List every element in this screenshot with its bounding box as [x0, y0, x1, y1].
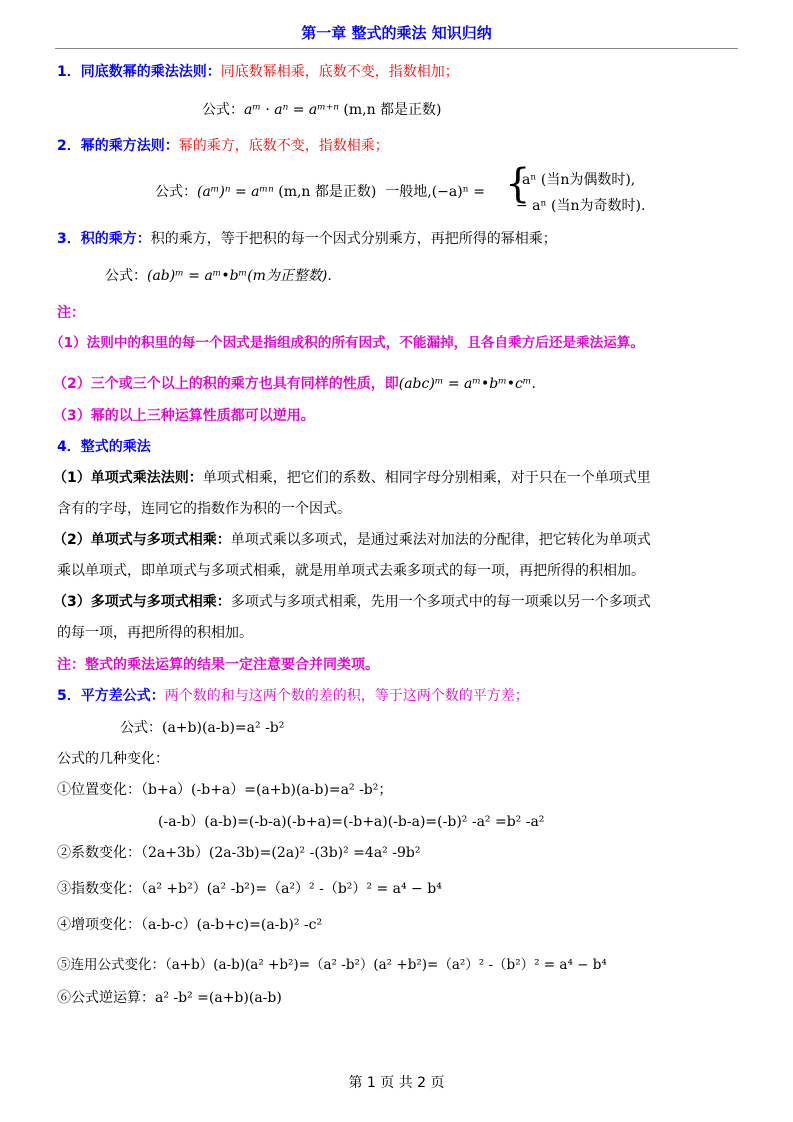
note-2-formula: (abc)ᵐ = aᵐ•bᵐ•cᵐ.	[398, 376, 536, 392]
section-2-general: 一般地,(−a)ⁿ =	[385, 184, 485, 200]
section-2-heading: 2．幂的乘方法则：	[57, 138, 179, 154]
section-4-p3-heading: （3）多项式与多项式相乘：	[53, 594, 231, 610]
section-1-formula: aᵐ · aⁿ = aᵐ⁺ⁿ	[244, 102, 339, 118]
variation-5: ⑤连用公式变化：（a+b）(a-b)(a² +b²)=（a² -b²）(a² +b²)=（a²）² -（b²）² = a⁴ − b⁴	[57, 957, 607, 973]
section-3-formula: (ab)ᵐ = aᵐ•bᵐ(m为正整数).	[147, 268, 332, 284]
variation-4: ④增项变化：（a-b-c）(a-b+c)=(a-b)² -c²	[57, 917, 323, 933]
section-5-formula: (a+b)(a-b)=a² -b²	[162, 720, 285, 736]
page-title: 第一章 整式的乘法 知识归纳	[301, 24, 492, 42]
variations-heading: 公式的几种变化：	[57, 751, 169, 767]
section-1-formula-line	[202, 100, 442, 120]
formula-label: 公式：	[105, 268, 147, 284]
variation-1b: (-a-b）(a-b)=(-b-a)(-b+a)=(-b+a)(-b-a)=(-b)² -a² =b² -a²	[158, 814, 545, 830]
section-2-rule: 幂的乘方，底数不变，指数相乘；	[178, 138, 389, 154]
section-4-p1-text-a: 单项式相乘，把它们的系数、相同字母分别相乘，对于只在一个单项式里	[202, 470, 651, 486]
note-2: （2）三个或三个以上的积的乘方也具有同样的性质，即	[53, 376, 399, 392]
section-1-line	[57, 62, 459, 82]
section-3-line	[57, 229, 557, 249]
formula-label: 公式：	[155, 184, 197, 200]
section-4-p2-text-a: 单项式乘以多项式，是通过乘法对加法的分配律，把它转化为单项式	[230, 532, 651, 548]
section-4-note: 注：整式的乘法运算的结果一定注意要合并同类项。	[57, 657, 379, 673]
section-3-rule: 积的乘方，等于把积的每一个因式分别乘方，再把所得的幂相乘；	[150, 231, 557, 247]
cases-brace: {	[505, 161, 531, 207]
section-4-heading: 4．整式的乘法	[57, 439, 151, 455]
section-4-p1-line1	[53, 468, 651, 488]
section-2-case-even: aⁿ (当n为偶数时),	[522, 172, 636, 188]
note-2-line	[53, 374, 536, 394]
section-2-condition: (m,n 都是正数)	[278, 184, 377, 200]
section-5-heading: 5．平方差公式：	[57, 688, 165, 704]
section-2-formula-line	[155, 182, 485, 202]
section-1-rule: 同底数幂相乘，底数不变，指数相加；	[220, 64, 459, 80]
section-3-formula-line	[105, 266, 332, 286]
section-1-heading: 1．同底数幂的乘法法则：	[57, 64, 221, 80]
section-4-p1-heading: （1）单项式乘法法则：	[53, 470, 203, 486]
variation-6: ⑥公式逆运算：a² -b² =(a+b)(a-b)	[57, 990, 282, 1006]
page-footer: 第 1 页 共 2 页	[348, 1075, 445, 1091]
section-2-line	[57, 136, 389, 156]
title-divider	[55, 48, 738, 49]
section-4-p2-text-b: 乘以单项式，即单项式与多项式相乘，就是用单项式去乘多项式的每一项，再把所得的积相加。	[57, 563, 645, 579]
formula-label: 公式：	[202, 102, 244, 118]
section-5-line	[57, 686, 529, 706]
section-4-p3-text-a: 多项式与多项式相乘，先用一个多项式中的每一项乘以另一个多项式	[230, 594, 651, 610]
note-1: （1）法则中的积里的每一个因式是指组成积的所有因式，不能漏掉，且各自乘方后还是乘法运算。	[50, 335, 644, 351]
variation-1: ①位置变化：（b+a）(-b+a）=(a+b)(a-b)=a² -b²；	[57, 782, 393, 798]
section-3-heading: 3．积的乘方：	[57, 231, 151, 247]
section-2-formula: (aᵐ)ⁿ = aᵐⁿ	[197, 184, 274, 200]
formula-label: 公式：	[120, 720, 162, 736]
notes-heading: 注：	[57, 305, 85, 321]
section-4-p3-line1	[53, 592, 651, 612]
section-4-p2-heading: （2）单项式与多项式相乘：	[53, 532, 231, 548]
section-2-case-odd: − aⁿ (当n为奇数时).	[516, 198, 646, 214]
section-4-p1-text-b: 含有的字母，连同它的指数作为积的一个因式。	[57, 501, 351, 517]
section-5-rule: 两个数的和与这两个数的差的积，等于这两个数的平方差；	[164, 688, 529, 704]
section-1-condition: (m,n 都是正数)	[343, 102, 442, 118]
section-4-p2-line1	[53, 530, 651, 550]
variation-2: ②系数变化：（2a+3b）(2a-3b)=(2a)² -(3b)² =4a² -9b²	[57, 845, 421, 861]
section-4-p3-text-b: 的每一项，再把所得的积相加。	[57, 625, 253, 641]
variation-3: ③指数变化：（a² +b²）(a² -b²)=（a²）² -（b²）² = a⁴ − b⁴	[57, 881, 442, 897]
note-3: （3）幂的以上三种运算性质都可以逆用。	[53, 408, 315, 424]
section-5-formula-line	[120, 718, 284, 738]
